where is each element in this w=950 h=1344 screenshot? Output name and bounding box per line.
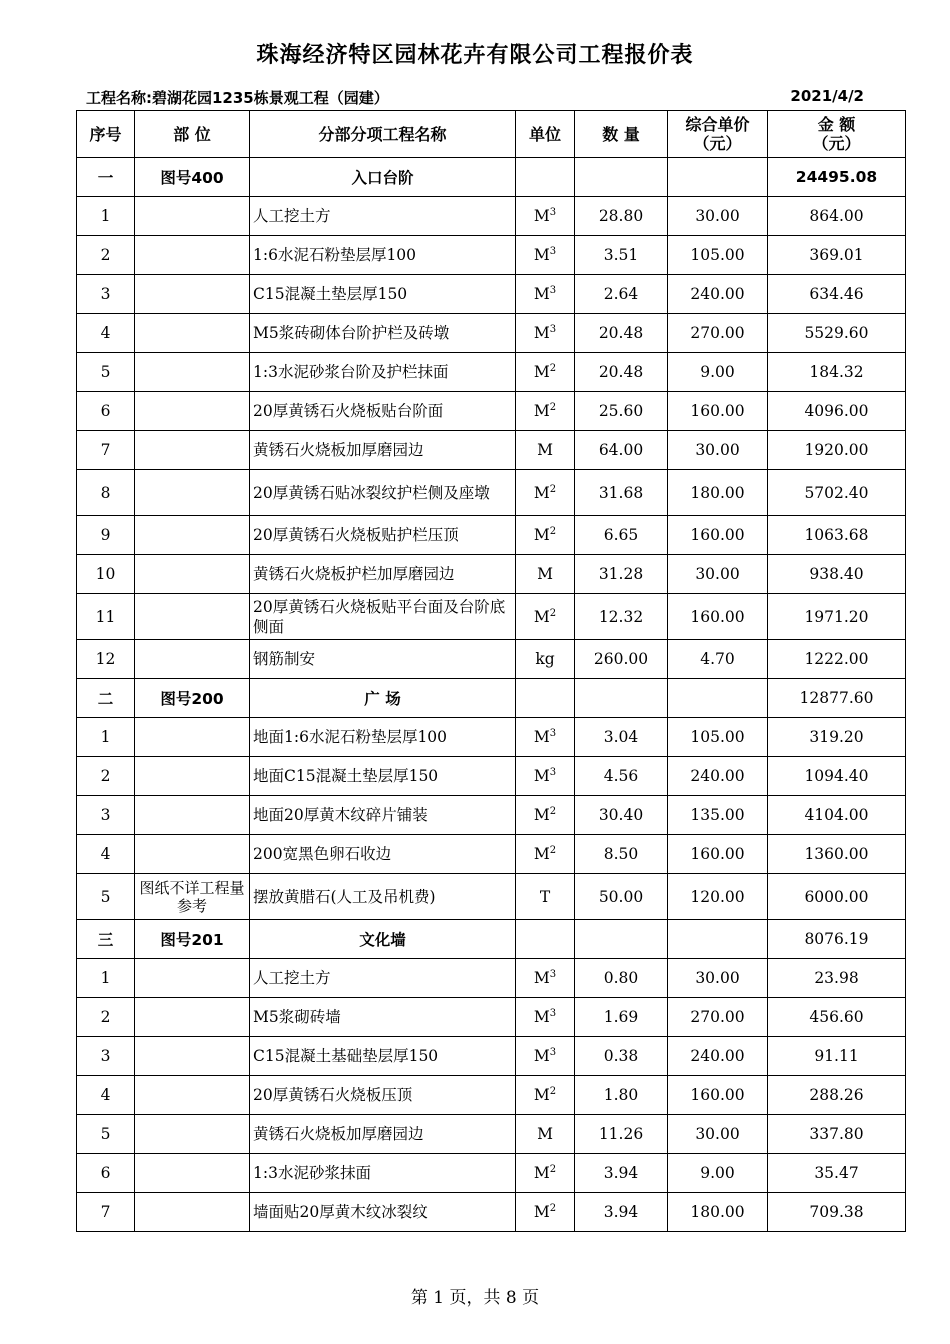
row-number: 6 — [77, 392, 135, 431]
row-unit-price: 105.00 — [668, 236, 768, 275]
row-quantity: 3.04 — [575, 718, 668, 757]
row-quantity: 6.65 — [575, 516, 668, 555]
section-number: 一 — [77, 158, 135, 197]
row-unit-price: 270.00 — [668, 998, 768, 1037]
row-part — [135, 516, 250, 555]
row-part — [135, 594, 250, 640]
table-row — [77, 236, 906, 275]
row-unit — [516, 1115, 575, 1154]
row-number: 11 — [77, 594, 135, 640]
document-date: 2021/4/2 — [790, 87, 864, 105]
row-unit — [516, 314, 575, 353]
row-quantity: 3.51 — [575, 236, 668, 275]
row-item-name: 200宽黑色卵石收边 — [250, 835, 516, 874]
unit-symbol: M — [533, 402, 550, 420]
row-part — [135, 197, 250, 236]
row-number: 1 — [77, 197, 135, 236]
row-amount: 634.46 — [768, 275, 906, 314]
row-unit — [516, 236, 575, 275]
quotation-table — [76, 110, 906, 1232]
row-number: 12 — [77, 640, 135, 679]
row-item-name: 钢筋制安 — [250, 640, 516, 679]
row-amount: 4104.00 — [768, 796, 906, 835]
section-number: 二 — [77, 679, 135, 718]
row-unit — [516, 392, 575, 431]
row-quantity: 2.64 — [575, 275, 668, 314]
row-unit-price: 270.00 — [668, 314, 768, 353]
section-unit — [516, 920, 575, 959]
row-number: 1 — [77, 959, 135, 998]
row-unit-price: 240.00 — [668, 1037, 768, 1076]
row-unit — [516, 835, 575, 874]
row-amount: 23.98 — [768, 959, 906, 998]
unit-exponent: 3 — [549, 1047, 557, 1058]
row-unit — [516, 516, 575, 555]
page-footer: 第 1 页，共 8 页 — [410, 1288, 540, 1308]
section-drawing-no: 图号200 — [135, 679, 250, 718]
row-unit-price: 180.00 — [668, 1193, 768, 1232]
row-quantity: 3.94 — [575, 1154, 668, 1193]
row-unit-price: 30.00 — [668, 431, 768, 470]
row-quantity: 0.38 — [575, 1037, 668, 1076]
row-number: 2 — [77, 236, 135, 275]
section-name: 广 场 — [250, 679, 516, 718]
row-part — [135, 757, 250, 796]
row-unit-price: 160.00 — [668, 1076, 768, 1115]
row-unit — [516, 1193, 575, 1232]
row-part — [135, 1115, 250, 1154]
header-quantity: 数 量 — [575, 111, 668, 158]
row-part: 图纸不详工程量参考 — [135, 874, 250, 920]
row-amount: 4096.00 — [768, 392, 906, 431]
row-item-name: M5浆砌砖墙 — [250, 998, 516, 1037]
row-item-name: 地面1:6水泥石粉垫层厚100 — [250, 718, 516, 757]
unit-symbol: M — [533, 1164, 550, 1182]
row-number: 4 — [77, 314, 135, 353]
row-unit — [516, 757, 575, 796]
row-amount: 91.11 — [768, 1037, 906, 1076]
row-unit — [516, 431, 575, 470]
row-quantity: 31.28 — [575, 555, 668, 594]
row-part — [135, 431, 250, 470]
row-amount: 1063.68 — [768, 516, 906, 555]
row-unit — [516, 640, 575, 679]
row-item-name: 1:6水泥石粉垫层厚100 — [250, 236, 516, 275]
row-unit-price: 160.00 — [668, 392, 768, 431]
row-unit — [516, 275, 575, 314]
unit-symbol: M — [533, 1086, 550, 1104]
row-unit-price: 30.00 — [668, 555, 768, 594]
document-title: 珠海经济特区园林花卉有限公司工程报价表 — [256, 43, 694, 68]
unit-symbol: M — [533, 1203, 550, 1221]
unit-symbol: M — [533, 845, 550, 863]
row-unit-price: 4.70 — [668, 640, 768, 679]
table-row — [77, 1115, 906, 1154]
row-unit-price: 240.00 — [668, 275, 768, 314]
row-part — [135, 236, 250, 275]
row-quantity: 3.94 — [575, 1193, 668, 1232]
row-item-name: 人工挖土方 — [250, 197, 516, 236]
row-number: 5 — [77, 1115, 135, 1154]
row-item-name: 墙面贴20厚黄木纹冰裂纹 — [250, 1193, 516, 1232]
row-item-name: C15混凝土垫层厚150 — [250, 275, 516, 314]
row-number: 3 — [77, 796, 135, 835]
unit-symbol: M — [537, 565, 553, 583]
unit-exponent: 3 — [549, 728, 557, 739]
section-quantity — [575, 679, 668, 718]
row-part — [135, 1076, 250, 1115]
section-name: 入口台阶 — [250, 158, 516, 197]
row-unit-price: 135.00 — [668, 796, 768, 835]
table-row — [77, 516, 906, 555]
row-amount: 184.32 — [768, 353, 906, 392]
table-row — [77, 959, 906, 998]
unit-symbol: M — [533, 607, 550, 626]
section-amount: 12877.60 — [768, 679, 906, 718]
row-amount: 288.26 — [768, 1076, 906, 1115]
section-unit-price — [668, 158, 768, 197]
unit-exponent: 3 — [549, 324, 557, 335]
row-quantity: 28.80 — [575, 197, 668, 236]
row-unit-price: 30.00 — [668, 959, 768, 998]
row-part — [135, 1154, 250, 1193]
row-part — [135, 275, 250, 314]
row-unit-price: 120.00 — [668, 874, 768, 920]
unit-symbol: kg — [535, 650, 555, 668]
row-item-name: C15混凝土基础垫层厚150 — [250, 1037, 516, 1076]
row-number: 8 — [77, 470, 135, 516]
row-part — [135, 1193, 250, 1232]
unit-symbol: T — [539, 887, 551, 906]
row-quantity: 50.00 — [575, 874, 668, 920]
row-part — [135, 998, 250, 1037]
row-number: 5 — [77, 874, 135, 920]
row-amount: 709.38 — [768, 1193, 906, 1232]
row-part — [135, 470, 250, 516]
unit-symbol: M — [533, 1008, 550, 1026]
table-row — [77, 197, 906, 236]
row-quantity: 260.00 — [575, 640, 668, 679]
section-number: 三 — [77, 920, 135, 959]
table-row — [77, 431, 906, 470]
row-quantity: 1.69 — [575, 998, 668, 1037]
row-unit — [516, 353, 575, 392]
row-number: 4 — [77, 1076, 135, 1115]
section-unit — [516, 158, 575, 197]
row-quantity: 20.48 — [575, 353, 668, 392]
unit-symbol: M — [533, 324, 550, 342]
unit-symbol: M — [533, 207, 550, 225]
unit-symbol: M — [533, 767, 550, 785]
row-number: 9 — [77, 516, 135, 555]
unit-exponent: 3 — [549, 207, 557, 218]
section-amount: 8076.19 — [768, 920, 906, 959]
row-unit-price: 160.00 — [668, 516, 768, 555]
row-amount: 938.40 — [768, 555, 906, 594]
row-item-name: 1:3水泥砂浆台阶及护栏抹面 — [250, 353, 516, 392]
unit-symbol: M — [533, 728, 550, 746]
table-body — [77, 158, 906, 1232]
header-amount: 金 额（元） — [768, 111, 906, 158]
row-amount: 5529.60 — [768, 314, 906, 353]
table-row — [77, 555, 906, 594]
row-number: 6 — [77, 1154, 135, 1193]
row-item-name: 黄锈石火烧板护栏加厚磨园边 — [250, 555, 516, 594]
section-quantity — [575, 158, 668, 197]
table-row — [77, 1193, 906, 1232]
row-unit-price: 9.00 — [668, 1154, 768, 1193]
section-quantity — [575, 920, 668, 959]
table-row — [77, 470, 906, 516]
unit-exponent: 2 — [549, 845, 557, 856]
row-part — [135, 835, 250, 874]
row-part — [135, 640, 250, 679]
header-no: 序号 — [77, 111, 135, 158]
unit-exponent: 2 — [549, 1203, 557, 1214]
row-quantity: 25.60 — [575, 392, 668, 431]
section-unit-price — [668, 679, 768, 718]
row-unit — [516, 718, 575, 757]
table-row — [77, 874, 906, 920]
unit-exponent: 2 — [549, 1086, 557, 1097]
row-unit-price: 30.00 — [668, 1115, 768, 1154]
table-row — [77, 314, 906, 353]
section-unit-price — [668, 920, 768, 959]
row-unit-price: 105.00 — [668, 718, 768, 757]
unit-exponent: 3 — [549, 1008, 557, 1019]
row-number: 7 — [77, 1193, 135, 1232]
row-part — [135, 555, 250, 594]
section-drawing-no: 图号400 — [135, 158, 250, 197]
row-number: 5 — [77, 353, 135, 392]
row-unit — [516, 197, 575, 236]
row-amount: 1971.20 — [768, 594, 906, 640]
row-item-name: 20厚黄锈石火烧板贴护栏压顶 — [250, 516, 516, 555]
section-row — [77, 679, 906, 718]
row-item-name: 黄锈石火烧板加厚磨园边 — [250, 431, 516, 470]
row-part — [135, 796, 250, 835]
row-unit — [516, 998, 575, 1037]
row-part — [135, 718, 250, 757]
row-unit — [516, 1154, 575, 1193]
unit-exponent: 2 — [549, 806, 557, 817]
row-unit — [516, 555, 575, 594]
row-quantity: 4.56 — [575, 757, 668, 796]
unit-exponent: 2 — [549, 363, 557, 374]
unit-exponent: 2 — [549, 1164, 557, 1175]
row-item-name: 地面20厚黄木纹碎片铺装 — [250, 796, 516, 835]
unit-symbol: M — [533, 806, 550, 824]
row-number: 3 — [77, 1037, 135, 1076]
row-item-name: 20厚黄锈石火烧板贴台阶面 — [250, 392, 516, 431]
row-unit-price: 160.00 — [668, 594, 768, 640]
unit-symbol: M — [533, 285, 550, 303]
table-header-row — [77, 111, 906, 158]
row-unit — [516, 470, 575, 516]
unit-exponent: 2 — [549, 526, 557, 537]
row-number: 2 — [77, 998, 135, 1037]
row-amount: 6000.00 — [768, 874, 906, 920]
row-item-name: 20厚黄锈石火烧板压顶 — [250, 1076, 516, 1115]
row-item-name: 黄锈石火烧板加厚磨园边 — [250, 1115, 516, 1154]
table-row — [77, 998, 906, 1037]
row-unit — [516, 874, 575, 920]
row-part — [135, 353, 250, 392]
row-item-name: 地面C15混凝土垫层厚150 — [250, 757, 516, 796]
row-item-name: 1:3水泥砂浆抹面 — [250, 1154, 516, 1193]
unit-exponent: 2 — [549, 607, 557, 619]
row-item-name: 20厚黄锈石火烧板贴平台面及台阶底侧面 — [250, 594, 516, 640]
unit-exponent: 2 — [549, 483, 557, 495]
header-unit: 单位 — [516, 111, 575, 158]
table-row — [77, 640, 906, 679]
row-unit — [516, 796, 575, 835]
row-number: 10 — [77, 555, 135, 594]
section-unit — [516, 679, 575, 718]
table-row — [77, 1037, 906, 1076]
row-number: 4 — [77, 835, 135, 874]
table-row — [77, 392, 906, 431]
header-unit-price: 综合单价（元） — [668, 111, 768, 158]
row-quantity: 12.32 — [575, 594, 668, 640]
section-drawing-no: 图号201 — [135, 920, 250, 959]
row-item-name: 20厚黄锈石贴冰裂纹护栏侧及座墩 — [250, 470, 516, 516]
unit-symbol: M — [533, 363, 550, 381]
row-unit — [516, 594, 575, 640]
row-amount: 369.01 — [768, 236, 906, 275]
row-part — [135, 392, 250, 431]
unit-exponent: 3 — [549, 767, 557, 778]
table-row — [77, 796, 906, 835]
table-row — [77, 757, 906, 796]
row-quantity: 20.48 — [575, 314, 668, 353]
row-amount: 456.60 — [768, 998, 906, 1037]
table-row — [77, 835, 906, 874]
project-name: 工程名称:碧湖花园1235栋景观工程（园建） — [86, 89, 389, 107]
table-row — [77, 594, 906, 640]
unit-symbol: M — [537, 1125, 553, 1143]
row-amount: 1222.00 — [768, 640, 906, 679]
row-unit-price: 240.00 — [668, 757, 768, 796]
row-amount: 864.00 — [768, 197, 906, 236]
section-row — [77, 158, 906, 197]
row-amount: 337.80 — [768, 1115, 906, 1154]
header-item-name: 分部分项工程名称 — [250, 111, 516, 158]
row-part — [135, 959, 250, 998]
row-unit — [516, 1076, 575, 1115]
row-quantity: 11.26 — [575, 1115, 668, 1154]
section-row — [77, 920, 906, 959]
table-row — [77, 1154, 906, 1193]
row-number: 1 — [77, 718, 135, 757]
row-quantity: 30.40 — [575, 796, 668, 835]
row-unit-price: 30.00 — [668, 197, 768, 236]
row-number: 3 — [77, 275, 135, 314]
row-quantity: 1.80 — [575, 1076, 668, 1115]
row-number: 7 — [77, 431, 135, 470]
section-amount: 24495.08 — [768, 158, 906, 197]
row-amount: 5702.40 — [768, 470, 906, 516]
unit-exponent: 3 — [549, 246, 557, 257]
row-item-name: M5浆砖砌体台阶护栏及砖墩 — [250, 314, 516, 353]
row-item-name: 人工挖土方 — [250, 959, 516, 998]
unit-exponent: 3 — [549, 285, 557, 296]
row-quantity: 64.00 — [575, 431, 668, 470]
table-row — [77, 275, 906, 314]
row-amount: 1094.40 — [768, 757, 906, 796]
unit-symbol: M — [533, 1047, 550, 1065]
table-row — [77, 353, 906, 392]
row-unit-price: 160.00 — [668, 835, 768, 874]
row-item-name: 摆放黄腊石(人工及吊机费) — [250, 874, 516, 920]
row-unit — [516, 1037, 575, 1076]
row-part — [135, 314, 250, 353]
header-part: 部 位 — [135, 111, 250, 158]
row-unit-price: 180.00 — [668, 470, 768, 516]
row-amount: 1920.00 — [768, 431, 906, 470]
table-row — [77, 718, 906, 757]
row-amount: 1360.00 — [768, 835, 906, 874]
unit-symbol: M — [533, 246, 550, 264]
row-quantity: 8.50 — [575, 835, 668, 874]
row-quantity: 31.68 — [575, 470, 668, 516]
row-amount: 35.47 — [768, 1154, 906, 1193]
unit-symbol: M — [533, 483, 550, 502]
unit-exponent: 3 — [549, 969, 557, 980]
row-number: 2 — [77, 757, 135, 796]
row-amount: 319.20 — [768, 718, 906, 757]
unit-symbol: M — [533, 526, 550, 544]
section-name: 文化墙 — [250, 920, 516, 959]
row-unit — [516, 959, 575, 998]
table-row — [77, 1076, 906, 1115]
row-unit-price: 9.00 — [668, 353, 768, 392]
row-part — [135, 1037, 250, 1076]
unit-symbol: M — [533, 969, 550, 987]
unit-exponent: 2 — [549, 402, 557, 413]
unit-symbol: M — [537, 441, 553, 459]
row-quantity: 0.80 — [575, 959, 668, 998]
